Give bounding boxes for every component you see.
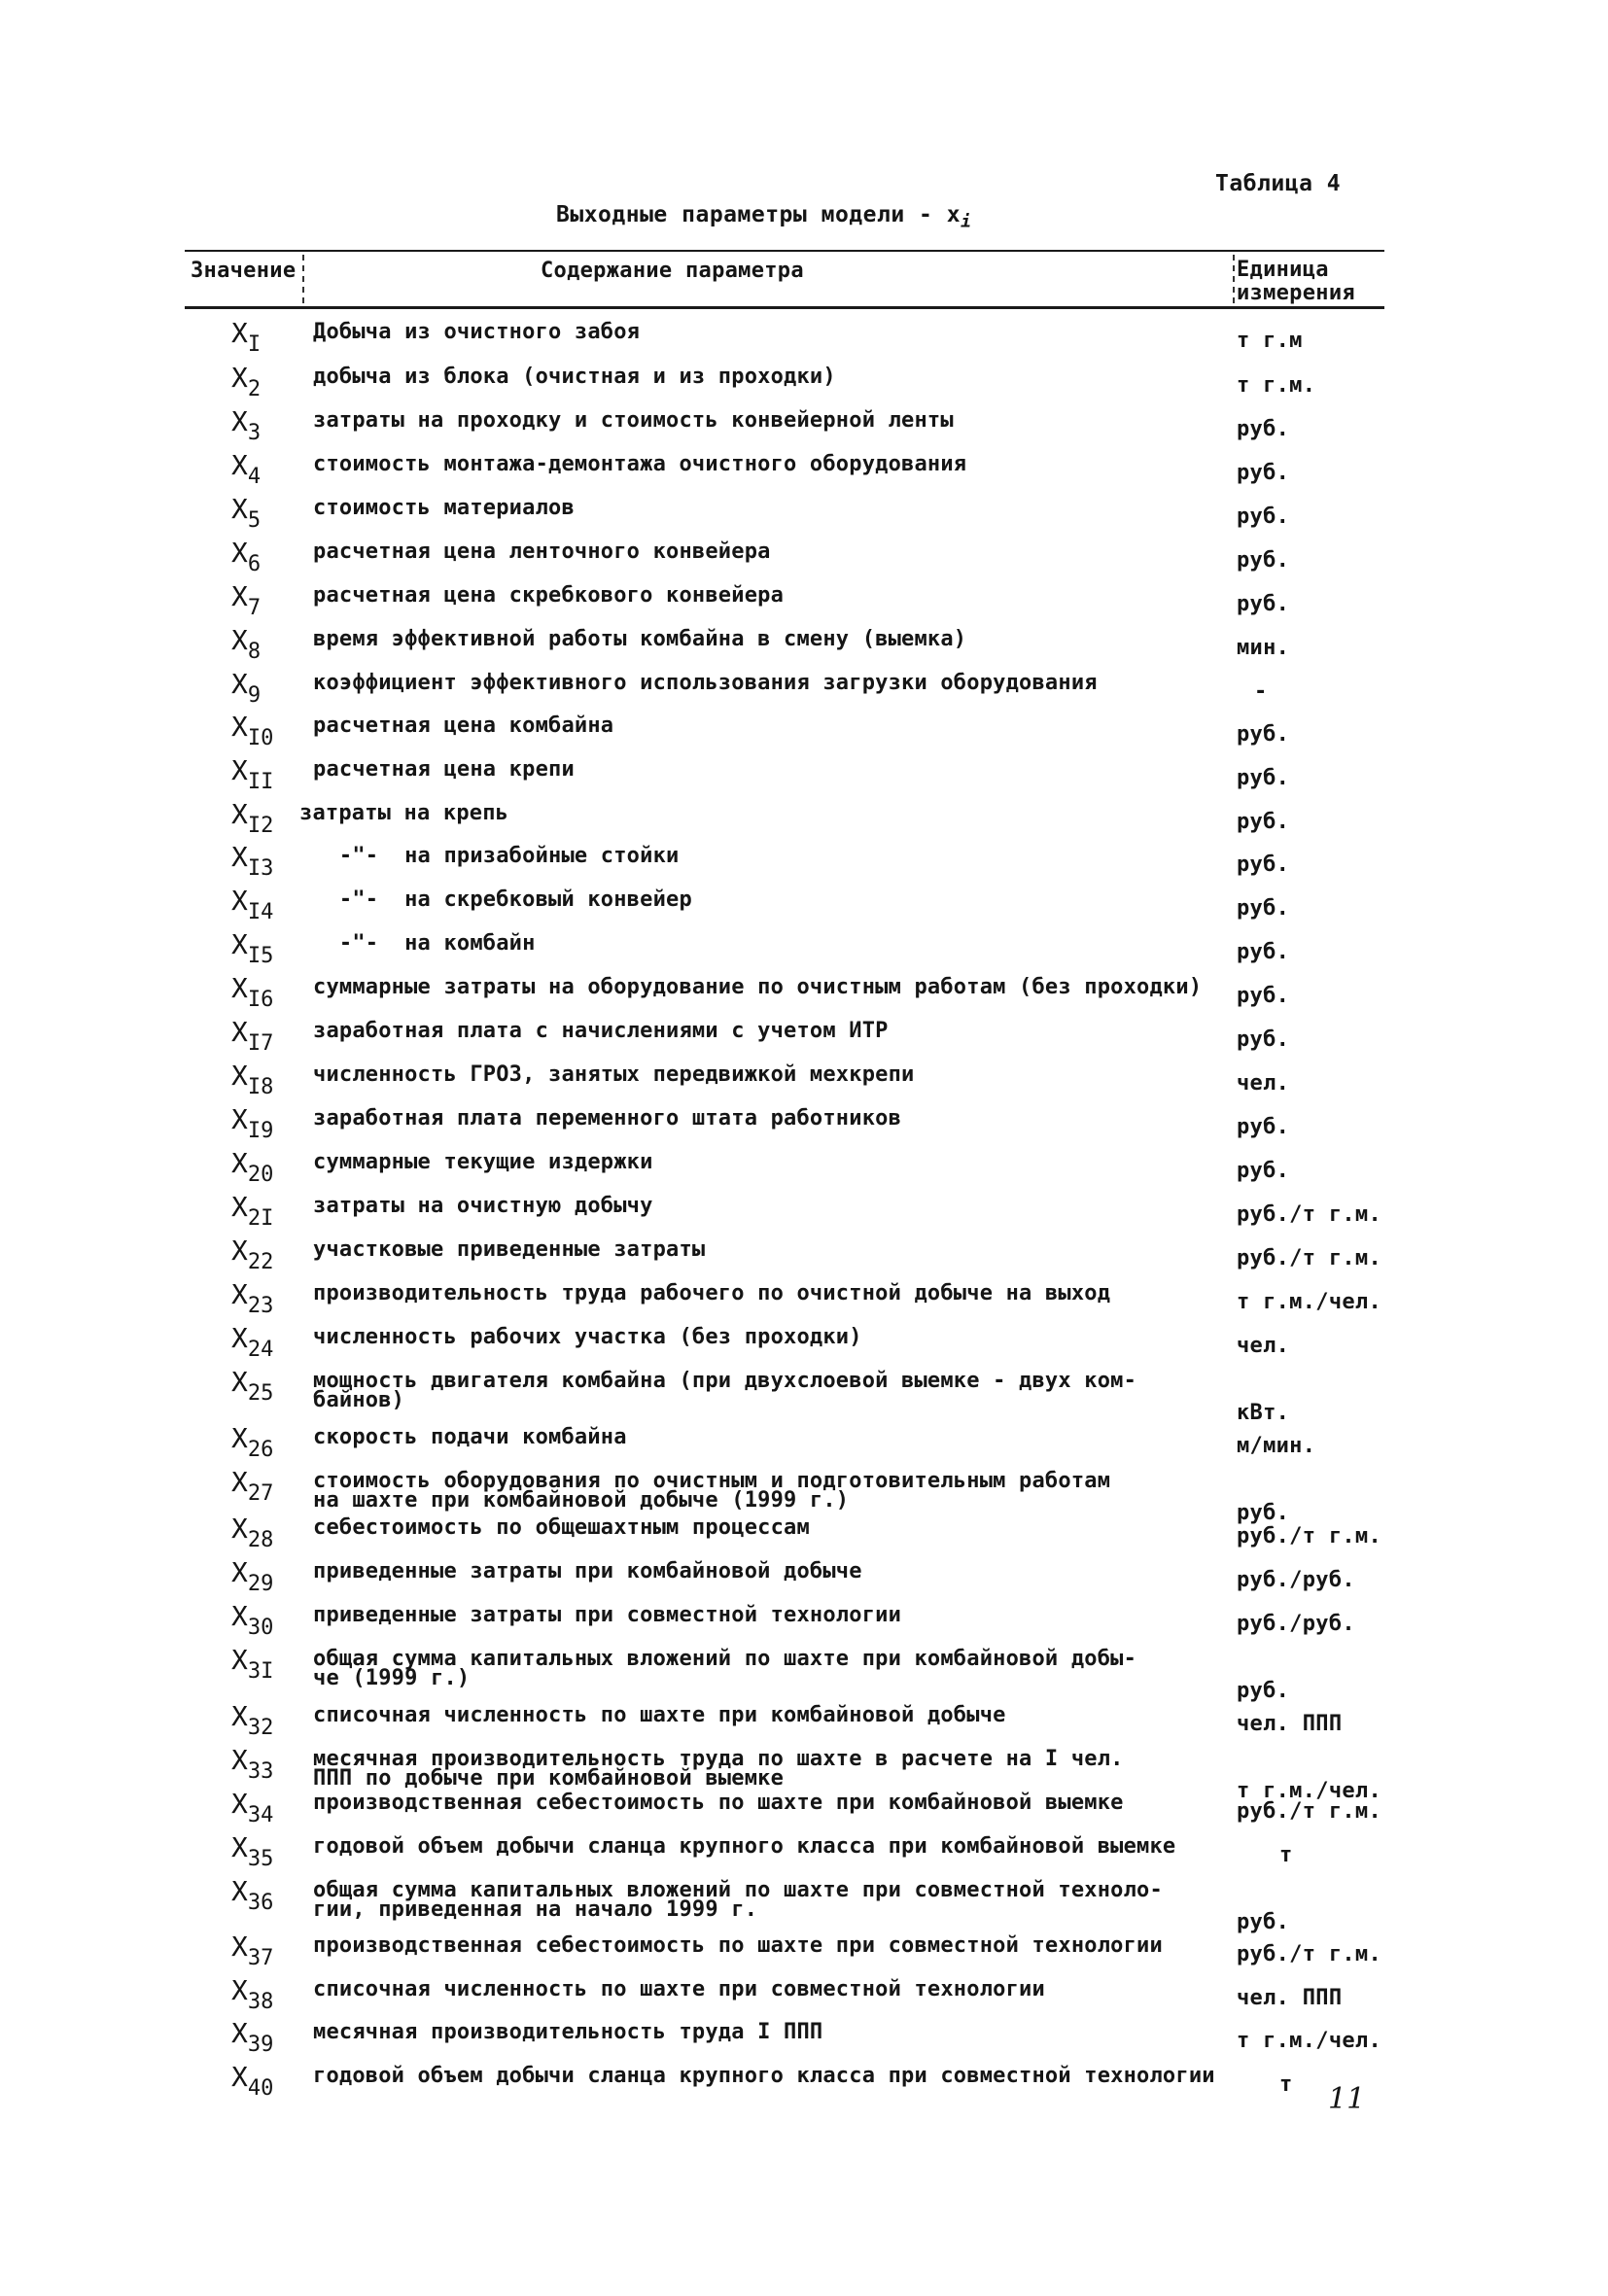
- parameter-code: [231, 928, 273, 968]
- parameter-code-letter: X: [231, 1366, 248, 1398]
- table-number: Таблица 4: [1215, 171, 1342, 196]
- parameter-code-index: 26: [247, 1438, 274, 1462]
- parameter-code-index: 38: [247, 1990, 274, 2014]
- parameter-code-index: 23: [247, 1294, 274, 1318]
- parameter-code-letter: X: [231, 754, 248, 786]
- parameter-code-letter: X: [231, 405, 248, 437]
- parameter-description: -"- на комбайн: [313, 931, 536, 956]
- parameter-unit: руб.: [1237, 1501, 1290, 1525]
- parameter-code-index: I0: [247, 726, 274, 750]
- parameter-code-letter: X: [231, 1700, 248, 1732]
- parameter-unit: руб.: [1237, 896, 1290, 921]
- parameter-description: суммарные текущие издержки: [313, 1150, 653, 1174]
- parameter-code: [231, 1191, 273, 1231]
- parameter-unit: руб./т г.м.: [1237, 1942, 1381, 1966]
- parameter-code-index: 33: [247, 1759, 274, 1784]
- parameter-code-index: II: [247, 770, 274, 794]
- parameter-description: общая сумма капитальных вложений по шахте при совместной техноло- гии, приведенная на начало 1999 г.: [313, 1878, 1163, 1922]
- parameter-unit: руб./т г.м.: [1237, 1524, 1381, 1548]
- parameter-code-index: 25: [247, 1381, 274, 1406]
- parameter-code-letter: X: [231, 1600, 248, 1632]
- parameter-code-index: I3: [247, 856, 274, 881]
- parameter-description: мощность двигателя комбайна (при двухслоевой выемке - двух ком- байнов): [313, 1369, 1137, 1412]
- parameter-unit: кВт.: [1237, 1401, 1290, 1425]
- parameter-code: [231, 1974, 273, 2014]
- parameter-code: [231, 624, 261, 664]
- parameter-code: [231, 1788, 273, 1827]
- parameter-code-index: I2: [247, 814, 274, 838]
- parameter-code: [231, 1322, 273, 1362]
- parameter-code-index: I4: [247, 900, 274, 924]
- parameter-code-index: 24: [247, 1338, 274, 1362]
- parameter-code-letter: X: [231, 1513, 248, 1545]
- parameter-code-letter: X: [231, 449, 248, 481]
- parameter-description: суммарные затраты на оборудование по очистным работам (без проходки): [313, 975, 1203, 999]
- parameter-unit: руб./т г.м.: [1237, 1202, 1381, 1227]
- parameter-description: затраты на проходку и стоимость конвейерной ленты: [313, 408, 954, 433]
- parameter-unit: руб.: [1237, 984, 1290, 1008]
- parameter-code: [231, 2017, 273, 2057]
- parameter-code-letter: X: [231, 1931, 248, 1963]
- parameter-code-index: I5: [247, 944, 274, 968]
- parameter-code-index: 4: [247, 465, 262, 489]
- parameter-unit: руб.: [1237, 1679, 1290, 1703]
- header-unit-line1: Единица: [1237, 258, 1329, 282]
- parameter-unit: руб.: [1237, 852, 1290, 877]
- parameter-code-index: 20: [247, 1163, 274, 1187]
- parameter-code-letter: X: [231, 1644, 248, 1676]
- parameter-code-letter: X: [231, 1060, 248, 1092]
- parameter-code-letter: X: [231, 928, 248, 960]
- parameter-code-letter: X: [231, 668, 248, 700]
- parameter-unit: м/мин.: [1237, 1434, 1316, 1458]
- parameter-unit: т г.м.: [1237, 373, 1316, 398]
- parameter-code: [231, 537, 261, 576]
- parameter-code-letter: X: [231, 885, 248, 917]
- parameter-code-index: 7: [247, 596, 262, 620]
- parameter-code-letter: X: [231, 1788, 248, 1820]
- parameter-code-letter: X: [231, 1191, 248, 1223]
- parameter-code-letter: X: [231, 317, 248, 349]
- parameter-code-index: 27: [247, 1481, 274, 1506]
- parameter-code-letter: X: [231, 1744, 248, 1776]
- parameter-description: заработная плата переменного штата работников: [313, 1106, 902, 1131]
- parameter-description: численность рабочих участка (без проходки): [313, 1325, 862, 1349]
- parameter-code-index: I7: [247, 1031, 274, 1056]
- parameter-description: затраты на очистную добычу: [313, 1194, 653, 1218]
- parameter-code: [231, 972, 273, 1012]
- table-top-rule: [185, 250, 1384, 252]
- parameter-unit: чел. ППП: [1237, 1712, 1343, 1736]
- parameter-description: расчетная цена скребкового конвейера: [313, 583, 785, 608]
- parameter-description: годовой объем добычи сланца крупного класса при совместной технологии: [313, 2064, 1215, 2088]
- parameter-code: [231, 711, 273, 750]
- parameter-code: [231, 1931, 273, 1970]
- parameter-unit: чел.: [1237, 1071, 1290, 1096]
- parameter-code-index: I6: [247, 988, 274, 1012]
- parameter-unit: руб./руб.: [1237, 1612, 1355, 1636]
- parameter-description: расчетная цена комбайна: [313, 713, 614, 738]
- parameter-code: [231, 405, 261, 445]
- parameter-code: [231, 668, 261, 708]
- parameter-code: [231, 885, 273, 924]
- parameter-description: -"- на призабойные стойки: [313, 844, 680, 868]
- parameter-code: [231, 2061, 273, 2101]
- parameter-description: производственная себестоимость по шахте при совместной технологии: [313, 1933, 1163, 1958]
- parameter-code: [231, 1366, 273, 1406]
- parameter-code-index: I: [247, 332, 262, 357]
- parameter-code-letter: X: [231, 1831, 248, 1863]
- parameter-code-letter: X: [231, 841, 248, 873]
- parameter-code-index: 30: [247, 1616, 274, 1640]
- parameter-unit: руб.: [1237, 722, 1290, 747]
- parameter-code: [231, 493, 261, 533]
- parameter-description: производственная себестоимость по шахте при комбайновой выемке: [313, 1791, 1124, 1815]
- parameter-code: [231, 1744, 273, 1784]
- parameter-description: списочная численность по шахте при комбайновой добыче: [313, 1703, 1006, 1727]
- parameter-unit: т: [1279, 1843, 1293, 1867]
- parameter-code-letter: X: [231, 1278, 248, 1310]
- parameter-description: приведенные затраты при комбайновой добыче: [313, 1559, 862, 1583]
- parameter-description: участковые приведенные затраты: [313, 1237, 706, 1262]
- parameter-code-index: 29: [247, 1572, 274, 1596]
- parameter-code-index: 40: [247, 2076, 274, 2101]
- parameter-description: Добыча из очистного забоя: [313, 320, 641, 344]
- parameter-code: [231, 580, 261, 620]
- parameter-unit: т г.м./чел.: [1237, 1290, 1381, 1314]
- parameter-description: добыча из блока (очистная и из проходки): [313, 365, 836, 389]
- parameter-code-letter: X: [231, 1974, 248, 2006]
- parameter-description: расчетная цена крепи: [313, 757, 575, 782]
- header-code: Значение: [191, 259, 297, 283]
- parameter-unit: руб./руб.: [1237, 1568, 1355, 1592]
- parameter-unit: мин.: [1237, 636, 1290, 660]
- parameter-code: [231, 1060, 273, 1099]
- table-title: [556, 202, 971, 232]
- parameter-description: общая сумма капитальных вложений по шахте при комбайновой добы- че (1999 г.): [313, 1647, 1137, 1690]
- parameter-code: [231, 798, 273, 838]
- parameter-unit: руб.: [1237, 1027, 1290, 1052]
- parameter-description: приведенные затраты при совместной технологии: [313, 1603, 902, 1627]
- parameter-code-index: 5: [247, 508, 262, 533]
- parameter-code-letter: X: [231, 2017, 248, 2049]
- parameter-code-letter: X: [231, 1466, 248, 1498]
- parameter-code-index: 2: [247, 377, 262, 401]
- parameter-unit: -: [1254, 679, 1268, 704]
- parameter-code-index: 8: [247, 640, 262, 664]
- parameter-description: годовой объем добычи сланца крупного класса при комбайновой выемке: [313, 1834, 1176, 1859]
- parameter-code-index: 36: [247, 1891, 274, 1915]
- parameter-code-letter: X: [231, 1556, 248, 1588]
- parameter-code: [231, 754, 273, 794]
- parameter-code-letter: X: [231, 1422, 248, 1454]
- parameter-description: заработная плата с начислениями с учетом ИТР: [313, 1019, 889, 1043]
- parameter-code-index: 39: [247, 2033, 274, 2057]
- parameter-unit: руб.: [1237, 940, 1290, 964]
- parameter-code-letter: X: [231, 580, 248, 612]
- parameter-description: месячная производительность труда I ППП: [313, 2020, 823, 2044]
- parameter-unit: руб.: [1237, 1910, 1290, 1934]
- parameter-code-letter: X: [231, 362, 248, 394]
- table-header-rule: [185, 306, 1384, 309]
- parameter-code-letter: X: [231, 1235, 248, 1267]
- column-separator: [302, 255, 304, 303]
- parameter-description: затраты на крепь: [299, 801, 509, 825]
- parameter-code: [231, 841, 273, 881]
- header-content: Содержание параметра: [541, 259, 804, 283]
- parameter-code: [231, 1644, 273, 1684]
- parameter-code-index: I8: [247, 1075, 274, 1099]
- column-separator: [1233, 255, 1235, 303]
- parameter-code-letter: X: [231, 2061, 248, 2093]
- parameter-code-index: 34: [247, 1803, 274, 1827]
- parameter-code-letter: X: [231, 624, 248, 656]
- parameter-code-letter: X: [231, 972, 248, 1004]
- parameter-code-index: 9: [247, 683, 262, 708]
- page-number-handwritten: 11: [1328, 2082, 1366, 2116]
- parameter-code-index: I9: [247, 1119, 274, 1143]
- parameter-code: [231, 1235, 273, 1274]
- parameter-unit: т г.м./чел.: [1237, 1779, 1381, 1803]
- parameter-code-letter: X: [231, 1147, 248, 1179]
- parameter-description: скорость подачи комбайна: [313, 1425, 627, 1449]
- parameter-unit: руб./т г.м.: [1237, 1246, 1381, 1270]
- parameter-code-index: 6: [247, 552, 262, 576]
- parameter-code-index: 32: [247, 1716, 274, 1740]
- parameter-code: [231, 362, 261, 401]
- parameter-description: себестоимость по общешахтным процессам: [313, 1515, 810, 1540]
- parameter-code: [231, 1600, 273, 1640]
- parameter-code: [231, 1875, 273, 1915]
- parameter-code-index: 28: [247, 1528, 274, 1552]
- parameter-unit: руб.: [1237, 1159, 1290, 1183]
- parameter-unit: чел. ППП: [1237, 1986, 1343, 2010]
- parameter-description: расчетная цена ленточного конвейера: [313, 539, 771, 564]
- parameter-unit: руб./т г.м.: [1237, 1799, 1381, 1824]
- parameter-code-letter: X: [231, 1016, 248, 1048]
- table-title-subscript: i: [961, 211, 972, 232]
- parameter-unit: руб.: [1237, 810, 1290, 834]
- parameter-code-index: 37: [247, 1946, 274, 1970]
- parameter-code-letter: X: [231, 1103, 248, 1135]
- parameter-description: время эффективной работы комбайна в смену (выемка): [313, 627, 967, 651]
- parameter-code-letter: X: [231, 798, 248, 830]
- parameter-code: [231, 1831, 273, 1871]
- parameter-code: [231, 1278, 273, 1318]
- parameter-unit: руб.: [1237, 592, 1290, 616]
- parameter-description: стоимость материалов: [313, 496, 575, 520]
- parameter-code-index: 35: [247, 1847, 274, 1871]
- parameter-description: численность ГРОЗ, занятых передвижкой мехкрепи: [313, 1062, 915, 1087]
- parameter-unit: т г.м./чел.: [1237, 2029, 1381, 2053]
- parameter-code-index: 2I: [247, 1206, 274, 1231]
- parameter-code: [231, 1147, 273, 1187]
- parameter-description: списочная численность по шахте при совместной технологии: [313, 1977, 1045, 2001]
- parameter-code-letter: X: [231, 711, 248, 743]
- parameter-code-letter: X: [231, 493, 248, 525]
- parameter-code: [231, 449, 261, 489]
- parameter-unit: т г.м: [1237, 329, 1303, 353]
- parameter-code: [231, 1422, 273, 1462]
- parameter-code: [231, 1513, 273, 1552]
- parameter-code: [231, 1700, 273, 1740]
- parameter-code-index: 3I: [247, 1659, 274, 1684]
- parameter-code-letter: X: [231, 537, 248, 569]
- parameter-unit: руб.: [1237, 548, 1290, 573]
- parameter-unit: руб.: [1237, 1115, 1290, 1139]
- parameter-unit: т: [1279, 2072, 1293, 2097]
- parameter-unit: руб.: [1237, 766, 1290, 790]
- parameter-description: коэффициент эффективного использования загрузки оборудования: [313, 671, 1098, 695]
- parameter-code-index: 22: [247, 1250, 274, 1274]
- parameter-unit: руб.: [1237, 504, 1290, 529]
- parameter-description: -"- на скребковый конвейер: [313, 887, 692, 912]
- parameter-code: [231, 317, 261, 357]
- parameter-code-index: 3: [247, 421, 262, 445]
- parameter-description: месячная производительность труда по шахте в расчете на I чел. ППП по добыче при комбайновой выемке: [313, 1747, 1124, 1791]
- parameter-code-letter: X: [231, 1875, 248, 1907]
- parameter-code-letter: X: [231, 1322, 248, 1354]
- header-unit-line2: измерения: [1237, 281, 1355, 305]
- parameter-description: стоимость оборудования по очистным и подготовительным работам на шахте при комбайновой добыче (1999 г.): [313, 1469, 1111, 1513]
- parameter-code: [231, 1016, 273, 1056]
- parameter-description: стоимость монтажа-демонтажа очистного оборудования: [313, 452, 967, 476]
- parameter-unit: чел.: [1237, 1334, 1290, 1358]
- parameter-code: [231, 1103, 273, 1143]
- parameter-code: [231, 1556, 273, 1596]
- table-title-text: Выходные параметры модели - x: [556, 202, 961, 227]
- header-unit: [1237, 259, 1355, 305]
- parameter-unit: руб.: [1237, 461, 1290, 485]
- parameter-description: производительность труда рабочего по очистной добыче на выход: [313, 1281, 1111, 1305]
- parameter-code: [231, 1466, 273, 1506]
- parameter-unit: руб.: [1237, 417, 1290, 441]
